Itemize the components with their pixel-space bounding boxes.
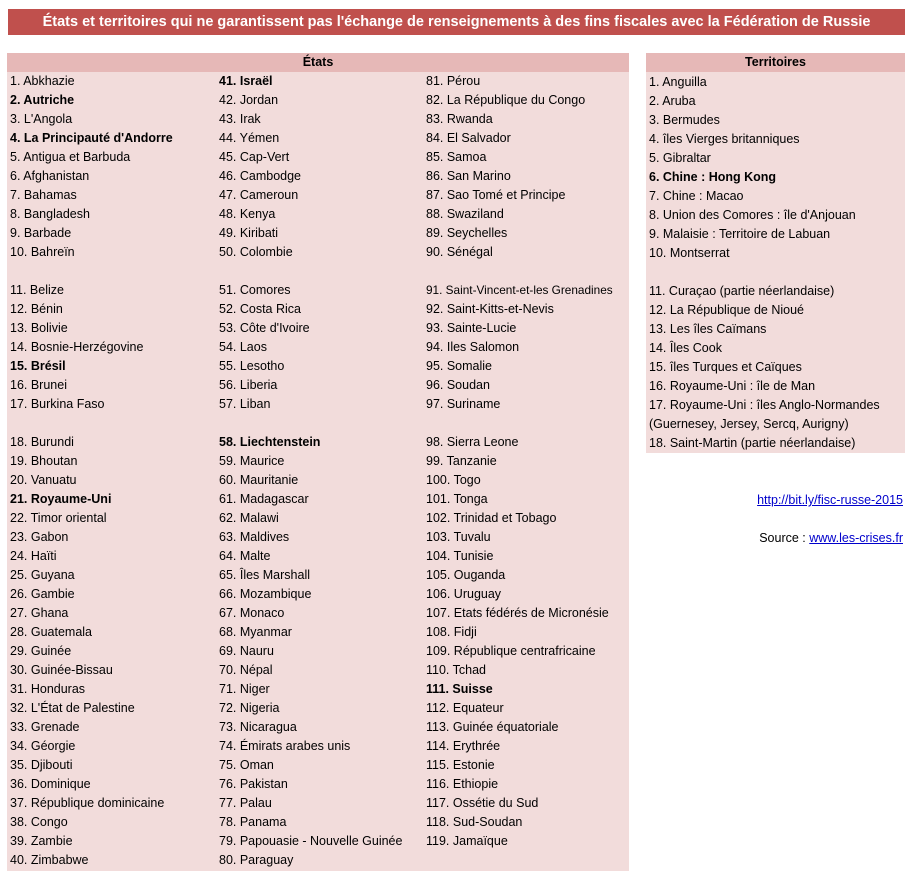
state-item: 44. Yémen: [219, 131, 280, 145]
states-column-1: [10, 72, 173, 870]
state-item: 5. Antigua et Barbuda: [10, 150, 131, 164]
state-item: 11. Belize: [10, 283, 64, 297]
territory-item: 11. Curaçao (partie néerlandaise): [649, 284, 835, 298]
state-item: 90. Sénégal: [426, 245, 493, 259]
state-item: 1. Abkhazie: [10, 74, 75, 88]
territory-item: 8. Union des Comores : île d'Anjouan: [649, 208, 856, 222]
state-item: 35. Djibouti: [10, 758, 73, 772]
state-item: 91. Saint-Vincent-et-les Grenadines: [426, 283, 613, 297]
state-item: 25. Guyana: [10, 568, 75, 582]
state-item: 18. Burundi: [10, 435, 74, 449]
short-link[interactable]: http://bit.ly/fisc-russe-2015: [757, 493, 903, 507]
territory-item: 16. Royaume-Uni : île de Man: [649, 379, 816, 393]
state-item: 80. Paraguay: [219, 853, 294, 867]
territory-item: 2. Aruba: [649, 94, 696, 108]
state-item: 95. Somalie: [426, 359, 493, 373]
spacer: [426, 262, 613, 281]
territories-list: [646, 72, 905, 453]
source-label: Source :: [759, 531, 810, 545]
state-item: 69. Nauru: [219, 644, 274, 658]
state-item: 45. Cap-Vert: [219, 150, 290, 164]
state-item: 33. Grenade: [10, 720, 80, 734]
state-item: 43. Irak: [219, 112, 261, 126]
states-header: États: [7, 53, 629, 72]
state-item: 23. Gabon: [10, 530, 69, 544]
state-item: 50. Colombie: [219, 245, 293, 259]
state-item: 77. Palau: [219, 796, 272, 810]
state-item: 62. Malawi: [219, 511, 279, 525]
territory-item: 17. Royaume-Uni : îles Anglo-Normandes: [649, 398, 880, 412]
state-item: 2. Autriche: [10, 93, 75, 107]
spacer: [10, 414, 173, 433]
state-item: 104. Tunisie: [426, 549, 494, 563]
state-item: 108. Fidji: [426, 625, 477, 639]
state-item: 84. El Salvador: [426, 131, 511, 145]
states-column-2: [219, 72, 402, 870]
states-column-3: [426, 72, 613, 851]
state-item: 63. Maldives: [219, 530, 290, 544]
state-item: 89. Seychelles: [426, 226, 508, 240]
page-title: États et territoires qui ne garantissent pas l'échange de renseignements à des fins fiscales avec la Fédération de Russie: [8, 9, 905, 35]
state-item: 60. Mauritanie: [219, 473, 299, 487]
state-item: 10. Bahreïn: [10, 245, 75, 259]
state-item: 42. Jordan: [219, 93, 279, 107]
state-item: 20. Vanuatu: [10, 473, 77, 487]
states-columns: [7, 72, 629, 867]
state-item: 48. Kenya: [219, 207, 276, 221]
state-item: 72. Nigeria: [219, 701, 280, 715]
territory-item: (Guernesey, Jersey, Sercq, Aurigny): [649, 417, 849, 431]
territory-item: 14. Îles Cook: [649, 341, 722, 355]
state-item: 116. Ethiopie: [426, 777, 499, 791]
source-row: [759, 531, 903, 545]
state-item: 17. Burkina Faso: [10, 397, 105, 411]
states-panel: [7, 53, 629, 871]
state-item: 19. Bhoutan: [10, 454, 78, 468]
state-item: 111. Suisse: [426, 682, 493, 696]
territories-header: Territoires: [646, 53, 905, 72]
state-item: 109. République centrafricaine: [426, 644, 596, 658]
state-item: 29. Guinée: [10, 644, 72, 658]
state-item: 76. Pakistan: [219, 777, 288, 791]
state-item: 6. Afghanistan: [10, 169, 90, 183]
state-item: 41. Israël: [219, 74, 273, 88]
state-item: 14. Bosnie-Herzégovine: [10, 340, 144, 354]
state-item: 21. Royaume-Uni: [10, 492, 112, 506]
state-item: 115. Estonie: [426, 758, 495, 772]
spacer: [426, 414, 613, 433]
territory-item: 3. Bermudes: [649, 113, 720, 127]
state-item: 94. Iles Salomon: [426, 340, 520, 354]
state-item: 54. Laos: [219, 340, 267, 354]
territory-item: 4. îles Vierges britanniques: [649, 132, 800, 146]
state-item: 53. Côte d'Ivoire: [219, 321, 310, 335]
state-item: 47. Cameroun: [219, 188, 299, 202]
state-item: 7. Bahamas: [10, 188, 77, 202]
state-item: 82. La République du Congo: [426, 93, 586, 107]
state-item: 98. Sierra Leone: [426, 435, 519, 449]
state-item: 112. Equateur: [426, 701, 504, 715]
state-item: 40. Zimbabwe: [10, 853, 89, 867]
territory-item: 7. Chine : Macao: [649, 189, 744, 203]
state-item: 46. Cambodge: [219, 169, 302, 183]
territory-item: 12. La République de Nioué: [649, 303, 804, 317]
state-item: 119. Jamaïque: [426, 834, 508, 848]
territory-item: 6. Chine : Hong Kong: [649, 170, 777, 184]
state-item: 67. Monaco: [219, 606, 285, 620]
territory-item: 5. Gibraltar: [649, 151, 711, 165]
state-item: 106. Uruguay: [426, 587, 502, 601]
state-item: 97. Suriname: [426, 397, 501, 411]
state-item: 59. Maurice: [219, 454, 285, 468]
state-item: 101. Tonga: [426, 492, 488, 506]
territory-item: 10. Montserrat: [649, 246, 730, 260]
state-item: 64. Malte: [219, 549, 271, 563]
state-item: 99. Tanzanie: [426, 454, 497, 468]
state-item: 27. Ghana: [10, 606, 69, 620]
source-link[interactable]: www.les-crises.fr: [809, 531, 903, 545]
state-item: 78. Panama: [219, 815, 287, 829]
state-item: 107. Etats fédérés de Micronésie: [426, 606, 609, 620]
state-item: 31. Honduras: [10, 682, 86, 696]
territories-panel: [646, 53, 905, 453]
state-item: 79. Papouasie - Nouvelle Guinée: [219, 834, 403, 848]
state-item: 32. L'État de Palestine: [10, 701, 135, 715]
state-item: 110. Tchad: [426, 663, 487, 677]
territory-item: 18. Saint-Martin (partie néerlandaise): [649, 436, 856, 450]
territory-item: 13. Les îles Caïmans: [649, 322, 767, 336]
state-item: 83. Rwanda: [426, 112, 493, 126]
state-item: 118. Sud-Soudan: [426, 815, 523, 829]
state-item: 96. Soudan: [426, 378, 490, 392]
state-item: 73. Nicaragua: [219, 720, 297, 734]
state-item: 30. Guinée-Bissau: [10, 663, 113, 677]
state-item: 117. Ossétie du Sud: [426, 796, 539, 810]
state-item: 92. Saint-Kitts-et-Nevis: [426, 302, 554, 316]
state-item: 102. Trinidad et Tobago: [426, 511, 557, 525]
territory-item: 1. Anguilla: [649, 75, 707, 89]
state-item: 8. Bangladesh: [10, 207, 90, 221]
state-item: 38. Congo: [10, 815, 68, 829]
state-item: 3. L'Angola: [10, 112, 73, 126]
state-item: 34. Géorgie: [10, 739, 76, 753]
short-link-row: [757, 493, 903, 507]
state-item: 100. Togo: [426, 473, 481, 487]
state-item: 28. Guatemala: [10, 625, 92, 639]
state-item: 56. Liberia: [219, 378, 278, 392]
state-item: 15. Brésil: [10, 359, 66, 373]
state-item: 68. Myanmar: [219, 625, 292, 639]
spacer: [10, 262, 173, 281]
state-item: 52. Costa Rica: [219, 302, 301, 316]
spacer: [649, 263, 905, 282]
state-item: 85. Samoa: [426, 150, 487, 164]
state-item: 88. Swaziland: [426, 207, 504, 221]
state-item: 81. Pérou: [426, 74, 481, 88]
territory-item: 15. îles Turques et Caïques: [649, 360, 802, 374]
state-item: 74. Émirats arabes unis: [219, 739, 351, 753]
state-item: 70. Népal: [219, 663, 273, 677]
state-item: 12. Bénin: [10, 302, 63, 316]
state-item: 87. Sao Tomé et Principe: [426, 188, 566, 202]
state-item: 86. San Marino: [426, 169, 511, 183]
state-item: 65. Îles Marshall: [219, 568, 311, 582]
state-item: 16. Brunei: [10, 378, 67, 392]
state-item: 61. Madagascar: [219, 492, 309, 506]
state-item: 51. Comores: [219, 283, 291, 297]
state-item: 13. Bolivie: [10, 321, 68, 335]
state-item: 39. Zambie: [10, 834, 73, 848]
state-item: 57. Liban: [219, 397, 271, 411]
state-item: 58. Liechtenstein: [219, 435, 321, 449]
state-item: 24. Haïti: [10, 549, 57, 563]
state-item: 22. Timor oriental: [10, 511, 107, 525]
state-item: 103. Tuvalu: [426, 530, 491, 544]
state-item: 9. Barbade: [10, 226, 72, 240]
state-item: 26. Gambie: [10, 587, 75, 601]
state-item: 36. Dominique: [10, 777, 91, 791]
state-item: 71. Niger: [219, 682, 270, 696]
territory-item: 9. Malaisie : Territoire de Labuan: [649, 227, 831, 241]
state-item: 49. Kiribati: [219, 226, 279, 240]
state-item: 66. Mozambique: [219, 587, 312, 601]
state-item: 114. Erythrée: [426, 739, 501, 753]
state-item: 93. Sainte-Lucie: [426, 321, 517, 335]
state-item: 55. Lesotho: [219, 359, 285, 373]
state-item: 75. Oman: [219, 758, 274, 772]
state-item: 105. Ouganda: [426, 568, 506, 582]
spacer: [219, 262, 402, 281]
state-item: 113. Guinée équatoriale: [426, 720, 559, 734]
state-item: 4. La Principauté d'Andorre: [10, 131, 173, 145]
state-item: 37. République dominicaine: [10, 796, 165, 810]
spacer: [219, 414, 402, 433]
